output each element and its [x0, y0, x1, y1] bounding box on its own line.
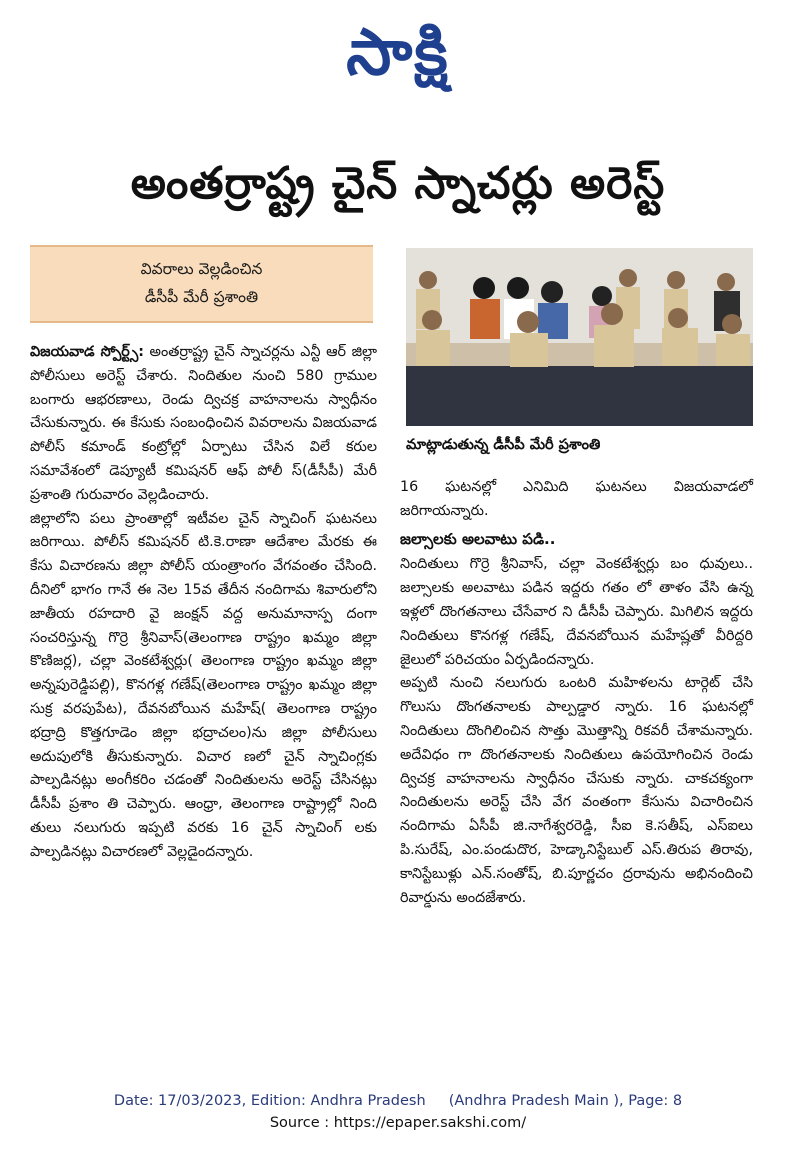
- source-link[interactable]: Source : https://epaper.sakshi.com/: [269, 1115, 527, 1131]
- edition-info: Date: 17/03/2023, Edition: Andhra Pradesh (Andhra Pradesh Main ), Page: 8: [113, 1093, 683, 1109]
- headline: అంతర్రాష్ట్ర చైన్ స్నాచర్లు అరెస్ట్: [130, 158, 666, 209]
- subheadline-line-1: వివరాలు వెల్లడించిన: [140, 260, 263, 278]
- press-conference-photo-illustration: [406, 248, 753, 426]
- article-text: అంతర్రాష్ట్ర చైన్ స్నాచర్లను ఎన్టీ ఆర్ జిల్లా పోలీసులు అరెస్ట్ చేశారు. నిందితుల నుంచి 580 గ్రాముల బంగారు ఆభరణాలు, రెండు ద్విచక్ర వాహనాలను స్వాధీనం చేసుకున్నారు. ఈ కేసుకు సంబంధించిన వివరాలను విజయవాడ పోలీస్ కమాండ్ కంట్రోల్లో ఏర్పాటు చేసిన విలే కరుల సమావేశంలో డెప్యూటీ కమిషనర్ ఆఫ్ పోలీ స్(డీసీపీ) మేరీ ప్రశాంతి గురువారం వెల్లడించారు.: [30, 344, 378, 503]
- article-paragraph: అప్పటి నుంచి నలుగురు ఒంటరి మహిళలను టార్గెట్ చేసి గొలుసు దొంగతనాలకు పాల్పడ్డార న్నారు. 16 ఘటనల్లో నిందితులు దొంగిలించిన సొత్తు మొత్తాన్ని రికవరీ చేశామన్నారు. అదేవిధం గా దొంగతనాలకు నిందితులు ఉపయోగించిన రెండు ద్విచక్ర వాహనాలను స్వాధీనం చేసుకు న్నారు. చాకచక్యంగా నిందితులను అరెస్ట్ చేసి వేగ వంతంగా కేసును విచారించిన నందిగామ ఏసీపీ జి.నాగేశ్వరరెడ్డి, సీఐ కె.సతీష్, ఎస్ఐలు పి.సురేష్, ఎం.పండుదొర, హెడ్కానిస్టేబుల్ ఎస్.తిరుప తిరావు, కానిస్టేబుళ్లు ఎన్.సంతోష్, బి.పూర్ణచం ద్రరావును అభినందించి రివార్డును అందజేశారు.: [400, 675, 753, 906]
- news-photo: [406, 248, 753, 426]
- article-paragraph: [30, 341, 377, 508]
- article-subhead: జల్సాలకు అలవాటు పడి..: [400, 529, 556, 548]
- article-left-column: [30, 341, 377, 865]
- article-right-column: [400, 476, 753, 910]
- article-paragraph: 16 ఘటనల్లో ఎనిమిది ఘటనలు విజయవాడలో జరిగాయన్నారు.: [400, 479, 753, 519]
- dateline: విజయవాడ స్పోర్ట్స్:: [30, 344, 144, 360]
- subheadline-box: [30, 245, 373, 323]
- article-paragraph: జిల్లాలోని పలు ప్రాంతాల్లో ఇటీవల చైన్ స్నాచింగ్ ఘటనలు జరిగాయి. పోలీస్ కమిషనర్ టి.కె.రాణా ఆదేశాల మేరకు ఈ కేసు విచారణను జిల్లా పోలీస్ యంత్రాంగం వేగవంతం చేసింది. దీనిలో భాగం గానే ఈ నెల 15వ తేదీన నందిగామ శివారులోని జాతీయ రహదారి వై జంక్షన్ వద్ద అనుమానాస్ప దంగా సంచరిస్తున్న గొర్రె శ్రీనివాస్(తెలంగాణ రాష్ట్రం ఖమ్మం జిల్లా కొణిజర్ల), చల్లా వెంకటేశ్వర్లు( తెలంగాణ రాష్ట్రం ఖమ్మం జిల్లా అన్నపురెడ్డిపల్లి), కొనగళ్ల గణేష్(తెలంగాణ రాష్ట్రం ఖమ్మం జిల్లా సుక్ర వరపుపేట), దేవనబోయిన మహేష్( తెలంగాణ రాష్ట్రం భద్రాద్రి కొత్తగూడెం జిల్లా భద్రాచలం)ను జిల్లా పోలీసులు అదుపులోకి తీసుకున్నారు. విచార ణలో చైన్ స్నాచింగ్లకు పాల్పడినట్లు అంగీకరిం చడంతో నిందితులను అరెస్ట్ చేసినట్లు డీసీపీ ప్రశాం తి చెప్పారు. ఆంధ్రా, తెలంగాణ రాష్ట్రాల్లో నింది తులు నలుగురు ఇప్పటి వరకు 16 చైన్ స్నాచింగ్ లకు పాల్పడినట్లు విచారణలో వెల్లడైందన్నారు.: [30, 510, 377, 860]
- photo-caption: మాట్లాడుతున్న డీసీపీ మేరీ ప్రశాంతి: [406, 437, 601, 453]
- article-paragraph: నిందితులు గొర్రె శ్రీనివాస్, చల్లా వెంకటేశ్వర్లు బం ధువులు.. జల్సాలకు అలవాటు పడిన ఇద్దరు గతం లో తాళం వేసి ఉన్న ఇళ్లలో దొంగతనాలు చేసేవార ని డీసీపీ చెప్పారు. మిగిలిన ఇద్దరు నిందితులు కొనగళ్ల గణేష్, దేవనబోయిన మహేష్లతో వీరిద్దరి జైలులో పరిచయం ఏర్పడిందన్నారు.: [400, 556, 753, 668]
- masthead-logo: సాక్షి: [346, 16, 450, 90]
- footer: [0, 1090, 796, 1134]
- subheadline-line-2: డీసీపీ మేరీ ప్రశాంతి: [144, 288, 259, 306]
